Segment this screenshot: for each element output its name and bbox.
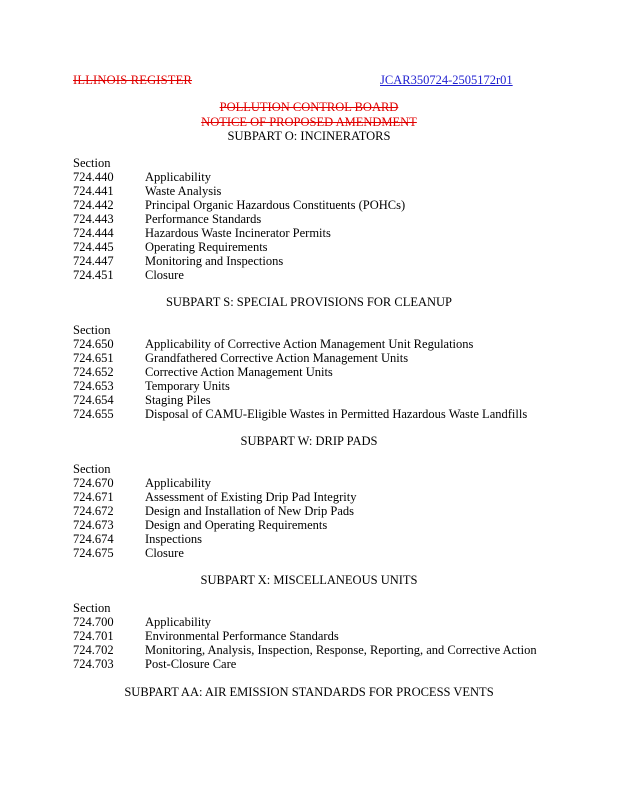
section-number: 724.451 xyxy=(73,268,114,282)
section-label: Section xyxy=(73,462,111,476)
section-row xyxy=(73,476,211,490)
section-row xyxy=(73,546,184,560)
section-row xyxy=(73,532,202,546)
section-title: Applicability xyxy=(145,615,211,629)
section-row xyxy=(73,518,327,532)
section-title: Design and Installation of New Drip Pads xyxy=(145,504,354,518)
section-number: 724.441 xyxy=(73,184,114,198)
section-number: 724.443 xyxy=(73,212,114,226)
section-row xyxy=(73,504,354,518)
section-row xyxy=(73,240,268,254)
subpart-heading: SUBPART O: INCINERATORS xyxy=(227,129,391,143)
section-title: Design and Operating Requirements xyxy=(145,518,328,532)
jcar-reference-link[interactable]: JCAR350724-2505172r01 xyxy=(380,73,513,87)
section-row xyxy=(73,254,283,268)
section-row xyxy=(73,268,184,282)
section-title: Principal Organic Hazardous Constituents (POHCs) xyxy=(145,198,406,212)
section-label: Section xyxy=(73,601,111,615)
section-number: 724.440 xyxy=(73,170,114,184)
section-title: Staging Piles xyxy=(145,393,211,407)
section-number: 724.447 xyxy=(73,254,114,268)
notice-title: NOTICE OF PROPOSED AMENDMENT xyxy=(201,115,417,129)
section-number: 724.675 xyxy=(73,546,114,560)
section-title: Monitoring and Inspections xyxy=(145,254,284,268)
section-number: 724.655 xyxy=(73,407,114,421)
section-number: 724.653 xyxy=(73,379,114,393)
section-title: Monitoring, Analysis, Inspection, Response, Reporting, and Corrective Action xyxy=(145,643,537,657)
subpart-heading: SUBPART AA: AIR EMISSION STANDARDS FOR PROCESS VENTS xyxy=(124,685,494,699)
section-title: Post-Closure Care xyxy=(145,657,237,671)
section-number: 724.701 xyxy=(73,629,114,643)
section-row xyxy=(73,212,261,226)
section-number: 724.444 xyxy=(73,226,114,240)
section-title: Environmental Performance Standards xyxy=(145,629,339,643)
section-number: 724.700 xyxy=(73,615,114,629)
section-row xyxy=(73,337,473,351)
subpart-heading: SUBPART W: DRIP PADS xyxy=(240,434,378,448)
section-label: Section xyxy=(73,156,111,170)
section-row xyxy=(73,393,211,407)
section-number: 724.445 xyxy=(73,240,114,254)
section-row xyxy=(73,643,537,657)
section-title: Closure xyxy=(145,268,184,282)
section-title: Disposal of CAMU-Eligible Wastes in Permitted Hazardous Waste Landfills xyxy=(145,407,528,421)
section-row xyxy=(73,407,527,421)
section-row xyxy=(73,226,331,240)
section-number: 724.670 xyxy=(73,476,114,490)
section-number: 724.671 xyxy=(73,490,114,504)
section-title: Performance Standards xyxy=(145,212,262,226)
section-number: 724.672 xyxy=(73,504,114,518)
section-title: Temporary Units xyxy=(145,379,230,393)
section-title: Applicability xyxy=(145,476,211,490)
section-row xyxy=(73,629,339,643)
section-title: Operating Requirements xyxy=(145,240,268,254)
section-title: Applicability of Corrective Action Management Unit Regulations xyxy=(145,337,474,351)
section-number: 724.703 xyxy=(73,657,114,671)
section-row xyxy=(73,170,211,184)
section-label: Section xyxy=(73,323,111,337)
section-row xyxy=(73,657,236,671)
section-number: 724.673 xyxy=(73,518,114,532)
section-row xyxy=(73,351,408,365)
section-number: 724.702 xyxy=(73,643,114,657)
section-number: 724.652 xyxy=(73,365,114,379)
section-row xyxy=(73,490,356,504)
section-row xyxy=(73,379,230,393)
section-row xyxy=(73,365,333,379)
section-title: Closure xyxy=(145,546,184,560)
subpart-heading: SUBPART X: MISCELLANEOUS UNITS xyxy=(200,573,418,587)
section-row xyxy=(73,198,405,212)
section-number: 724.650 xyxy=(73,337,114,351)
section-number: 724.674 xyxy=(73,532,114,546)
section-title: Applicability xyxy=(145,170,211,184)
section-number: 724.654 xyxy=(73,393,114,407)
section-title: Grandfathered Corrective Action Management Units xyxy=(145,351,409,365)
section-row xyxy=(73,184,221,198)
board-title: POLLUTION CONTROL BOARD xyxy=(219,100,399,114)
section-title: Corrective Action Management Units xyxy=(145,365,333,379)
section-title: Hazardous Waste Incinerator Permits xyxy=(145,226,331,240)
register-header: ILLINOIS REGISTER xyxy=(73,73,193,87)
section-number: 724.442 xyxy=(73,198,114,212)
section-title: Waste Analysis xyxy=(145,184,222,198)
section-number: 724.651 xyxy=(73,351,114,365)
section-title: Assessment of Existing Drip Pad Integrity xyxy=(145,490,357,504)
subpart-heading: SUBPART S: SPECIAL PROVISIONS FOR CLEANUP xyxy=(165,295,453,309)
section-title: Inspections xyxy=(145,532,202,546)
section-row xyxy=(73,615,211,629)
